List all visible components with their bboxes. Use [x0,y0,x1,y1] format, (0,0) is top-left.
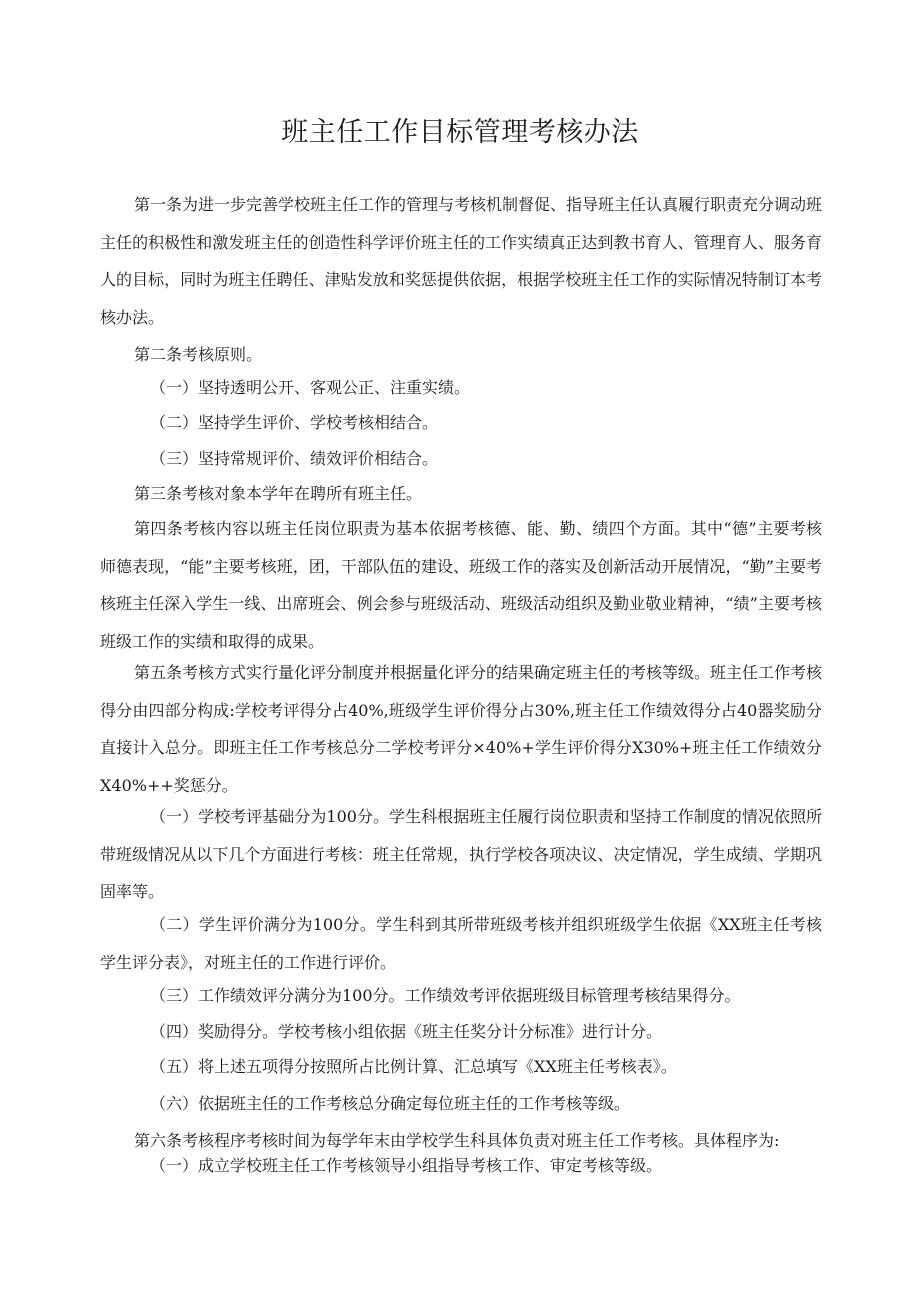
article-2-heading: 第二条考核原则。 [134,345,263,364]
procedure-item-1: （一）成立学校班主任工作考核领导小组指导考核工作、审定考核等级。 [150,1156,663,1175]
method-item-5: （五）将上述五项得分按照所占比例计算、汇总填写《XX班主任考核表》。 [150,1057,677,1076]
method-item-2: （二）学生评价满分为100分。学生科到其所带班级考核并组织班级学生依据《XX班主任考核学生评分表》，对班主任的工作进行评价。 [100,915,822,972]
article-1-paragraph: 第一条为进一步完善学校班主任工作的管理与考核机制督促、指导班主任认真履行职责充分调动班主任的积极性和激发班主任的创造性科学评价班主任的工作实绩真正达到教书育人、管理育人、服务育人的目标，同时为班主任聘任、津贴发放和奖惩提供依据，根据学校班主任工作的实际情况特制订本考核办法。 [100,195,823,327]
method-item-3: （三）工作绩效评分满分为100分。工作绩效考评依据班级目标管理考核结果得分。 [150,986,741,1005]
method-item-1: （一）学校考评基础分为100分。学生科根据班主任履行岗位职责和坚持工作制度的情况依照所带班级情况从以下几个方面进行考核：班主任常规，执行学校各项决议、决定情况，学生成绩、学期巩固率等。 [100,807,822,901]
principle-item-1: （一）坚持透明公开、客观公正、注重实绩。 [150,378,471,397]
article-5-paragraph: 第五条考核方式实行量化评分制度并根据量化评分的结果确定班主任的考核等级。班主任工作考核得分由四部分构成:学校考评得分占40%,班级学生评价得分占30%,班主任工作绩效得分占40器奖励分直接计入总分。即班主任工作考核总分二学校考评分×40%+学生评价得分X30%+班主任工作绩效分X40%++奖惩分。 [100,663,823,795]
article-4-paragraph: 第四条考核内容以班主任岗位职责为基本依据考核德、能、勤、绩四个方面。其中“德”主要考核师德表现，“能”主要考核班，团，干部队伍的建设、班级工作的落实及创新活动开展情况，“勤”主要考核班主任深入学生一线、出席班会、例会参与班级活动、班级活动组织及勤业敬业精神，“绩”主要考核班级工作的实绩和取得的成果。 [100,519,822,651]
article-3-paragraph: 第三条考核对象本学年在聘所有班主任。 [134,484,423,503]
article-6-paragraph: 第六条考核程序考核时间为每学年末由学校学生科具体负责对班主任工作考核。具体程序为: [134,1131,780,1150]
method-item-6: （六）依据班主任的工作考核总分确定每位班主任的工作考核等级。 [150,1094,631,1113]
principle-item-3: （三）坚持常规评价、绩效评价相结合。 [150,449,439,468]
method-item-4: （四）奖励得分。学校考核小组依据《班主任奖分计分标准》进行计分。 [150,1022,663,1041]
document-title: 班主任工作目标管理考核办法 [281,117,639,148]
principle-item-2: （二）坚持学生评价、学校考核相结合。 [150,413,439,432]
